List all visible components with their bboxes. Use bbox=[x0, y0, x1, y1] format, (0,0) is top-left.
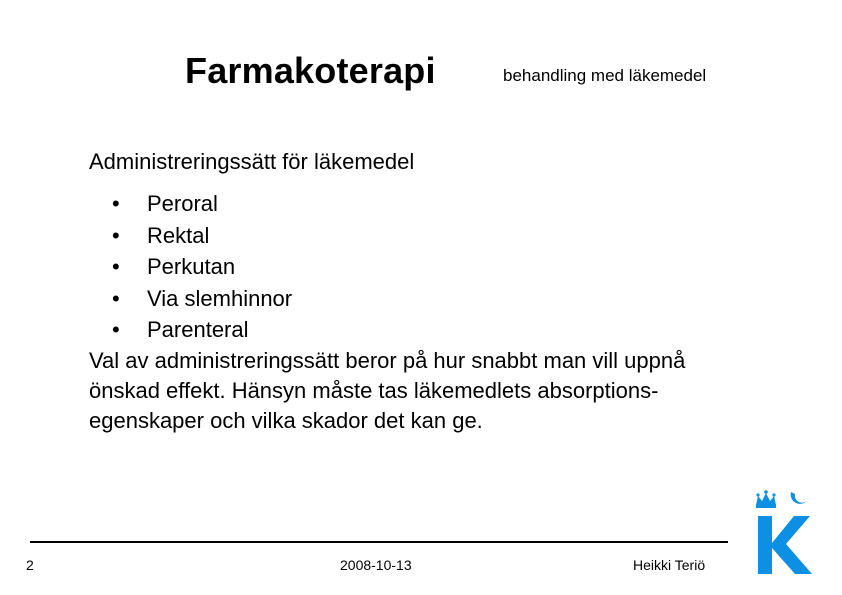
list-item: • Via slemhinnor bbox=[112, 285, 293, 311]
karolinska-logo-icon bbox=[748, 488, 818, 578]
bullet-icon: • bbox=[112, 285, 120, 311]
list-item: • Rektal bbox=[112, 222, 210, 248]
bullet-list bbox=[112, 190, 292, 348]
paragraph-line: Val av administreringssätt beror på hur snabbt man vill uppnå bbox=[89, 348, 686, 373]
bullet-icon: • bbox=[112, 222, 120, 248]
page-number: 2 bbox=[26, 557, 34, 573]
paragraph-line: egenskaper och vilka skador det kan ge. bbox=[89, 408, 483, 433]
slide-subtitle: behandling med läkemedel bbox=[503, 66, 707, 85]
footer-author: Heikki Teriö bbox=[633, 557, 706, 573]
list-item: • Perkutan bbox=[112, 254, 236, 279]
bullet-icon: • bbox=[112, 317, 120, 342]
bullet-icon: • bbox=[112, 254, 120, 279]
footer-date: 2008-10-13 bbox=[340, 557, 412, 573]
bullet-icon: • bbox=[112, 191, 120, 216]
slide-title: Farmakoterapi bbox=[185, 50, 436, 91]
section-heading: Administreringssätt för läkemedel bbox=[89, 149, 415, 174]
list-item: • Parenteral bbox=[112, 317, 249, 342]
list-item: • Peroral bbox=[112, 191, 218, 216]
body-paragraph bbox=[89, 346, 779, 436]
paragraph-line: önskad effekt. Hänsyn måste tas läkemedlets absorptions- bbox=[89, 378, 659, 403]
footer-divider bbox=[30, 541, 728, 543]
